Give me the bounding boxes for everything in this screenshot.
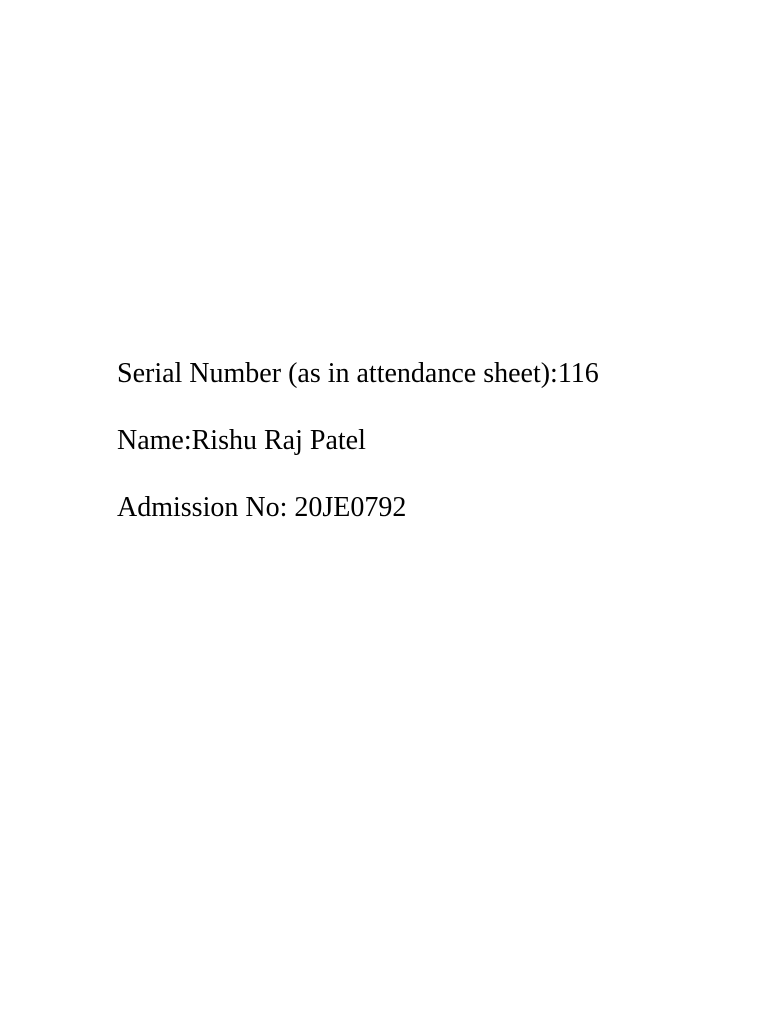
name-line: Name:Rishu Raj Patel <box>117 425 366 456</box>
serial-number-line: Serial Number (as in attendance sheet):116 <box>117 358 599 389</box>
admission-number-line: Admission No: 20JE0792 <box>117 492 407 523</box>
